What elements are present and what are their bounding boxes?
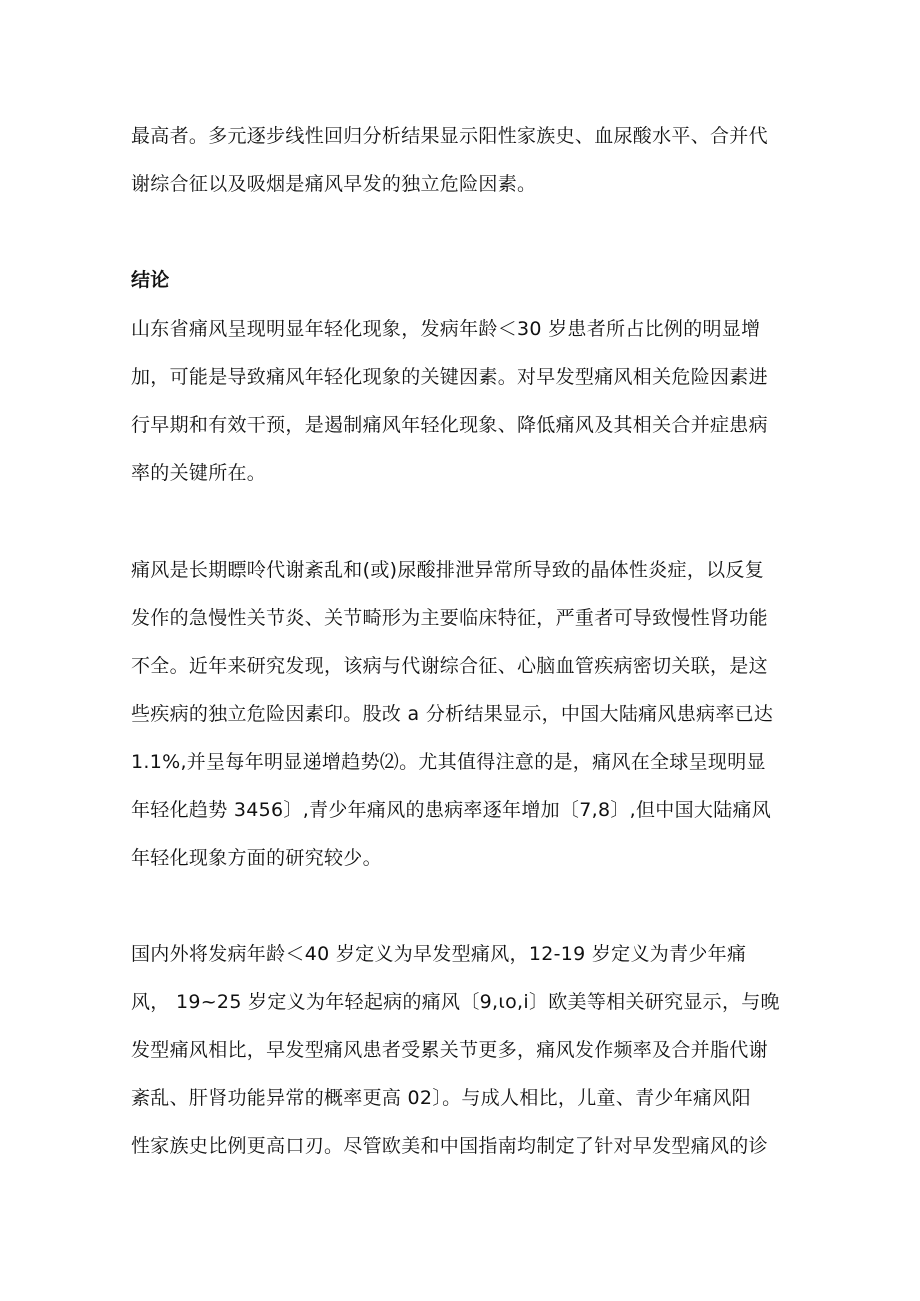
paragraph1-line-3: 不全。近年来研究发现，该病与代谢综合征、心脑血管疾病密切关联，是这 <box>131 655 768 677</box>
intro-line-1: 最高者。多元逐步线性回归分析结果显示阳性家族史、血尿酸水平、合并代 <box>131 125 768 147</box>
conclusion-line-2: 加，可能是导致痛风年轻化现象的关键因素。对早发型痛风相关危险因素进 <box>131 366 768 388</box>
paragraph2-line-2: 风， 19~25 岁定义为年轻起病的痛风〔9,ιo,i〕欧美等相关研究显示，与晚 <box>131 991 780 1013</box>
paragraph2-line-1: 国内外将发病年龄＜40 岁定义为早发型痛风，12-19 岁定义为青少年痛 <box>131 943 747 965</box>
conclusion-line-4: 率的关键所在。 <box>131 462 267 484</box>
paragraph1-line-5: 1.1%,并呈每年明显递增趋势⑵。尤其值得注意的是，痛风在全球呈现明显 <box>131 751 766 773</box>
conclusion-line-3: 行早期和有效干预，是遏制痛风年轻化现象、降低痛风及其相关合并症患病 <box>131 414 768 436</box>
conclusion-line-1: 山东省痛风呈现明显年轻化现象，发病年龄＜30 岁患者所占比例的明显增 <box>131 318 761 340</box>
paragraph1-line-4: 些疾病的独立危险因素印。股改 a 分析结果显示，中国大陆痛风患病率已达 <box>131 703 774 725</box>
paragraph1-line-2: 发作的急慢性关节炎、关节畸形为主要临床特征，严重者可导致慢性肾功能 <box>131 607 768 629</box>
intro-line-2: 谢综合征以及吸烟是痛风早发的独立危险因素。 <box>131 173 537 195</box>
paragraph1-line-6: 年轻化趋势 3456〕,青少年痛风的患病率逐年增加〔7,8〕,但中国大陆痛风 <box>131 799 772 821</box>
conclusion-heading: 结论 <box>131 269 170 291</box>
paragraph2-line-3: 发型痛风相比，早发型痛风患者受累关节更多，痛风发作频率及合并脂代谢 <box>131 1039 768 1061</box>
paragraph1-line-1: 痛风是长期瞟呤代谢紊乱和(或)尿酸排泄异常所导致的晶体性炎症，以反复 <box>131 559 765 581</box>
paragraph2-line-4: 紊乱、肝肾功能异常的概率更高 02〕。与成人相比，儿童、青少年痛风阳 <box>131 1087 751 1109</box>
paragraph1-line-7: 年轻化现象方面的研究较少。 <box>131 847 382 869</box>
paragraph2-line-5: 性家族史比例更高口刃。尽管欧美和中国指南均制定了针对早发型痛风的诊 <box>131 1135 768 1157</box>
